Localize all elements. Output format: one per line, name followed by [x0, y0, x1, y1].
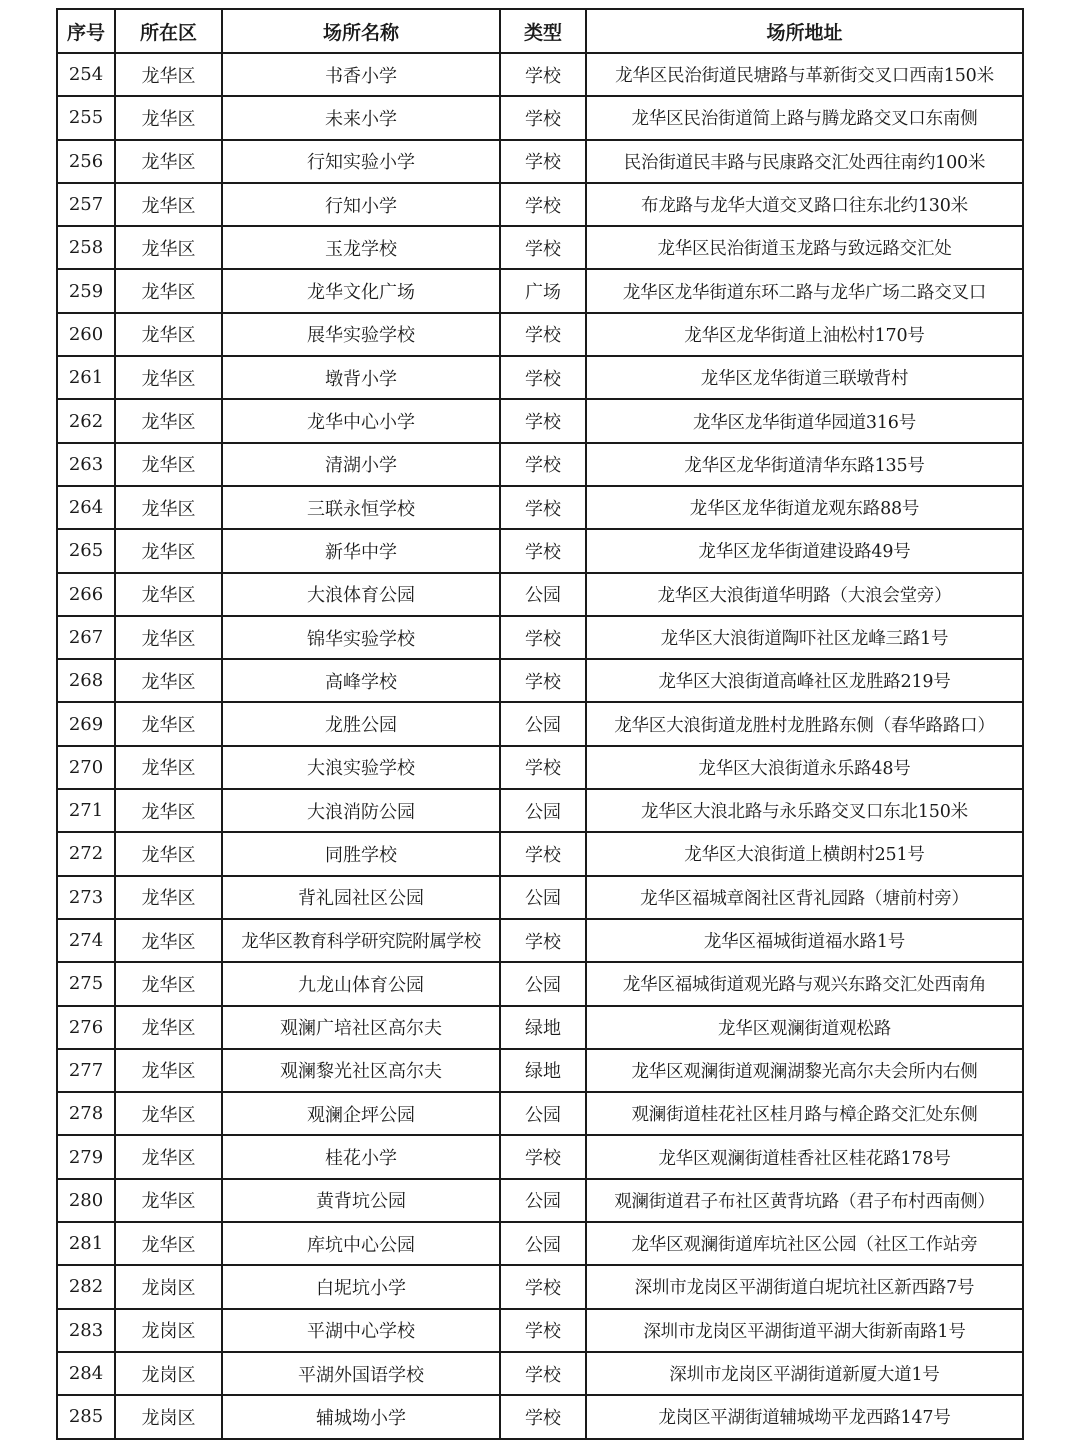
cell-index: 284: [57, 1352, 115, 1395]
cell-district: 龙华区: [115, 573, 222, 616]
cell-district: 龙华区: [115, 789, 222, 832]
cell-index: 273: [57, 876, 115, 919]
cell-district: 龙华区: [115, 1092, 222, 1135]
cell-address: 龙华区民治街道玉龙路与致远路交汇处: [586, 226, 1023, 269]
table-row: [57, 53, 1023, 96]
table-row: [57, 1135, 1023, 1178]
cell-type: 学校: [500, 1395, 586, 1438]
cell-index: 281: [57, 1222, 115, 1265]
cell-index: 260: [57, 313, 115, 356]
cell-index: 255: [57, 96, 115, 139]
cell-index: 257: [57, 183, 115, 226]
cell-type: 学校: [500, 529, 586, 572]
cell-address: 龙华区龙华街道三联墩背村: [586, 356, 1023, 399]
cell-venue-name: 白坭坑小学: [222, 1265, 500, 1308]
cell-venue-name: 锦华实验学校: [222, 616, 500, 659]
table-row: [57, 96, 1023, 139]
cell-venue-name: 大浪消防公园: [222, 789, 500, 832]
cell-address: 龙华区观澜街道库坑社区公园（社区工作站旁: [586, 1222, 1023, 1265]
cell-type: 公园: [500, 702, 586, 745]
cell-district: 龙华区: [115, 876, 222, 919]
cell-address: 民治街道民丰路与民康路交汇处西往南约100米: [586, 140, 1023, 183]
cell-address: 龙华区大浪北路与永乐路交叉口东北150米: [586, 789, 1023, 832]
cell-type: 公园: [500, 573, 586, 616]
cell-address: 龙华区龙华街道华园道316号: [586, 399, 1023, 442]
venue-table-container: [56, 8, 1022, 1440]
cell-address: 龙岗区平湖街道辅城坳平龙西路147号: [586, 1395, 1023, 1438]
cell-index: 267: [57, 616, 115, 659]
cell-venue-name: 九龙山体育公园: [222, 962, 500, 1005]
cell-address: 龙华区观澜街道观松路: [586, 1006, 1023, 1049]
table-row: [57, 183, 1023, 226]
table-row: [57, 1265, 1023, 1308]
cell-venue-name: 同胜学校: [222, 832, 500, 875]
table-row: [57, 1222, 1023, 1265]
cell-index: 276: [57, 1006, 115, 1049]
cell-type: 学校: [500, 919, 586, 962]
cell-district: 龙华区: [115, 616, 222, 659]
cell-venue-name: 龙胜公园: [222, 702, 500, 745]
cell-venue-name: 背礼园社区公园: [222, 876, 500, 919]
cell-district: 龙华区: [115, 399, 222, 442]
cell-district: 龙华区: [115, 486, 222, 529]
table-row: [57, 443, 1023, 486]
cell-type: 学校: [500, 183, 586, 226]
table-row: [57, 659, 1023, 702]
cell-type: 学校: [500, 226, 586, 269]
cell-district: 龙华区: [115, 1179, 222, 1222]
cell-index: 269: [57, 702, 115, 745]
cell-venue-name: 大浪体育公园: [222, 573, 500, 616]
table-row: [57, 140, 1023, 183]
table-row: [57, 832, 1023, 875]
cell-venue-name: 观澜黎光社区高尔夫: [222, 1049, 500, 1092]
cell-index: 266: [57, 573, 115, 616]
cell-index: 265: [57, 529, 115, 572]
table-row: [57, 313, 1023, 356]
cell-venue-name: 龙华中心小学: [222, 399, 500, 442]
cell-district: 龙华区: [115, 53, 222, 96]
cell-address: 龙华区龙华街道上油松村170号: [586, 313, 1023, 356]
table-row: [57, 1092, 1023, 1135]
cell-index: 258: [57, 226, 115, 269]
cell-district: 龙华区: [115, 746, 222, 789]
cell-type: 公园: [500, 789, 586, 832]
cell-district: 龙华区: [115, 1222, 222, 1265]
cell-index: 272: [57, 832, 115, 875]
cell-type: 公园: [500, 1179, 586, 1222]
table-body: [57, 53, 1023, 1439]
cell-address: 龙华区大浪街道龙胜村龙胜路东侧（春华路路口）: [586, 702, 1023, 745]
cell-district: 龙华区: [115, 529, 222, 572]
cell-address: 龙华区观澜街道桂香社区桂花路178号: [586, 1135, 1023, 1178]
table-row: [57, 702, 1023, 745]
cell-index: 259: [57, 269, 115, 312]
cell-district: 龙华区: [115, 140, 222, 183]
cell-district: 龙岗区: [115, 1265, 222, 1308]
cell-type: 公园: [500, 962, 586, 1005]
header-address: 场所地址: [586, 9, 1023, 53]
table-row: [57, 226, 1023, 269]
cell-address: 布龙路与龙华大道交叉路口往东北约130米: [586, 183, 1023, 226]
table-row: [57, 1049, 1023, 1092]
cell-address: 龙华区龙华街道建设路49号: [586, 529, 1023, 572]
venue-table: [56, 8, 1024, 1440]
cell-address: 龙华区民治街道民塘路与革新街交叉口西南150米: [586, 53, 1023, 96]
cell-type: 学校: [500, 1135, 586, 1178]
cell-address: 观澜街道桂花社区桂月路与樟企路交汇处东侧: [586, 1092, 1023, 1135]
cell-address: 龙华区大浪街道华明路（大浪会堂旁）: [586, 573, 1023, 616]
cell-venue-name: 大浪实验学校: [222, 746, 500, 789]
cell-address: 龙华区福城街道福水路1号: [586, 919, 1023, 962]
cell-index: 262: [57, 399, 115, 442]
cell-district: 龙华区: [115, 183, 222, 226]
cell-type: 公园: [500, 1222, 586, 1265]
cell-index: 264: [57, 486, 115, 529]
cell-venue-name: 新华中学: [222, 529, 500, 572]
cell-index: 254: [57, 53, 115, 96]
table-row: [57, 789, 1023, 832]
cell-type: 广场: [500, 269, 586, 312]
table-row: [57, 1309, 1023, 1352]
table-row: [57, 962, 1023, 1005]
cell-address: 龙华区观澜街道观澜湖黎光高尔夫会所内右侧: [586, 1049, 1023, 1092]
cell-index: 275: [57, 962, 115, 1005]
cell-index: 278: [57, 1092, 115, 1135]
table-header-row: [57, 9, 1023, 53]
cell-venue-name: 黄背坑公园: [222, 1179, 500, 1222]
cell-index: 285: [57, 1395, 115, 1438]
cell-venue-name: 清湖小学: [222, 443, 500, 486]
cell-venue-name: 库坑中心公园: [222, 1222, 500, 1265]
table-row: [57, 616, 1023, 659]
cell-index: 263: [57, 443, 115, 486]
cell-type: 绿地: [500, 1006, 586, 1049]
table-row: [57, 269, 1023, 312]
cell-type: 学校: [500, 140, 586, 183]
cell-index: 283: [57, 1309, 115, 1352]
table-row: [57, 529, 1023, 572]
table-row: [57, 746, 1023, 789]
cell-district: 龙华区: [115, 1006, 222, 1049]
cell-index: 277: [57, 1049, 115, 1092]
cell-venue-name: 高峰学校: [222, 659, 500, 702]
cell-index: 261: [57, 356, 115, 399]
table-row: [57, 1395, 1023, 1438]
header-venue-name: 场所名称: [222, 9, 500, 53]
cell-type: 学校: [500, 313, 586, 356]
cell-type: 绿地: [500, 1049, 586, 1092]
cell-type: 学校: [500, 399, 586, 442]
cell-type: 学校: [500, 443, 586, 486]
table-row: [57, 399, 1023, 442]
cell-venue-name: 展华实验学校: [222, 313, 500, 356]
cell-district: 龙华区: [115, 702, 222, 745]
cell-venue-name: 桂花小学: [222, 1135, 500, 1178]
cell-type: 学校: [500, 832, 586, 875]
cell-address: 深圳市龙岗区平湖街道平湖大街新南路1号: [586, 1309, 1023, 1352]
cell-venue-name: 龙华区教育科学研究院附属学校: [222, 919, 500, 962]
cell-district: 龙岗区: [115, 1395, 222, 1438]
cell-district: 龙华区: [115, 1049, 222, 1092]
cell-venue-name: 三联永恒学校: [222, 486, 500, 529]
cell-address: 龙华区龙华街道清华东路135号: [586, 443, 1023, 486]
cell-venue-name: 书香小学: [222, 53, 500, 96]
cell-venue-name: 龙华文化广场: [222, 269, 500, 312]
cell-address: 观澜街道君子布社区黄背坑路（君子布村西南侧）: [586, 1179, 1023, 1222]
cell-index: 268: [57, 659, 115, 702]
cell-type: 学校: [500, 486, 586, 529]
cell-index: 280: [57, 1179, 115, 1222]
cell-address: 龙华区大浪街道永乐路48号: [586, 746, 1023, 789]
cell-address: 龙华区龙华街道龙观东路88号: [586, 486, 1023, 529]
cell-type: 公园: [500, 876, 586, 919]
cell-venue-name: 观澜企坪公园: [222, 1092, 500, 1135]
table-row: [57, 1179, 1023, 1222]
cell-venue-name: 辅城坳小学: [222, 1395, 500, 1438]
cell-district: 龙华区: [115, 919, 222, 962]
cell-venue-name: 墩背小学: [222, 356, 500, 399]
cell-district: 龙华区: [115, 96, 222, 139]
cell-address: 龙华区大浪街道高峰社区龙胜路219号: [586, 659, 1023, 702]
cell-district: 龙华区: [115, 269, 222, 312]
cell-address: 龙华区大浪街道上横朗村251号: [586, 832, 1023, 875]
cell-district: 龙华区: [115, 659, 222, 702]
table-row: [57, 356, 1023, 399]
cell-type: 学校: [500, 659, 586, 702]
cell-index: 271: [57, 789, 115, 832]
cell-venue-name: 平湖中心学校: [222, 1309, 500, 1352]
cell-address: 深圳市龙岗区平湖街道新厦大道1号: [586, 1352, 1023, 1395]
cell-address: 龙华区民治街道简上路与腾龙路交叉口东南侧: [586, 96, 1023, 139]
cell-index: 270: [57, 746, 115, 789]
cell-district: 龙华区: [115, 356, 222, 399]
cell-index: 274: [57, 919, 115, 962]
cell-address: 龙华区福城街道观光路与观兴东路交汇处西南角: [586, 962, 1023, 1005]
table-row: [57, 573, 1023, 616]
cell-type: 学校: [500, 1265, 586, 1308]
cell-type: 学校: [500, 746, 586, 789]
cell-district: 龙华区: [115, 962, 222, 1005]
cell-district: 龙华区: [115, 313, 222, 356]
cell-type: 学校: [500, 1309, 586, 1352]
cell-venue-name: 玉龙学校: [222, 226, 500, 269]
cell-type: 学校: [500, 53, 586, 96]
cell-district: 龙华区: [115, 832, 222, 875]
cell-index: 256: [57, 140, 115, 183]
cell-venue-name: 观澜广培社区高尔夫: [222, 1006, 500, 1049]
cell-address: 龙华区大浪街道陶吓社区龙峰三路1号: [586, 616, 1023, 659]
cell-district: 龙岗区: [115, 1352, 222, 1395]
table-row: [57, 919, 1023, 962]
cell-venue-name: 行知实验小学: [222, 140, 500, 183]
cell-venue-name: 平湖外国语学校: [222, 1352, 500, 1395]
cell-district: 龙华区: [115, 1135, 222, 1178]
table-row: [57, 1352, 1023, 1395]
cell-district: 龙岗区: [115, 1309, 222, 1352]
cell-type: 公园: [500, 1092, 586, 1135]
cell-venue-name: 未来小学: [222, 96, 500, 139]
table-row: [57, 486, 1023, 529]
header-index: 序号: [57, 9, 115, 53]
cell-type: 学校: [500, 616, 586, 659]
cell-venue-name: 行知小学: [222, 183, 500, 226]
header-type: 类型: [500, 9, 586, 53]
cell-type: 学校: [500, 356, 586, 399]
cell-district: 龙华区: [115, 226, 222, 269]
cell-address: 龙华区龙华街道东环二路与龙华广场二路交叉口: [586, 269, 1023, 312]
table-row: [57, 876, 1023, 919]
table-row: [57, 1006, 1023, 1049]
cell-type: 学校: [500, 1352, 586, 1395]
cell-district: 龙华区: [115, 443, 222, 486]
cell-address: 深圳市龙岗区平湖街道白坭坑社区新西路7号: [586, 1265, 1023, 1308]
cell-index: 279: [57, 1135, 115, 1178]
header-district: 所在区: [115, 9, 222, 53]
cell-address: 龙华区福城章阁社区背礼园路（塘前村旁）: [586, 876, 1023, 919]
cell-index: 282: [57, 1265, 115, 1308]
cell-type: 学校: [500, 96, 586, 139]
